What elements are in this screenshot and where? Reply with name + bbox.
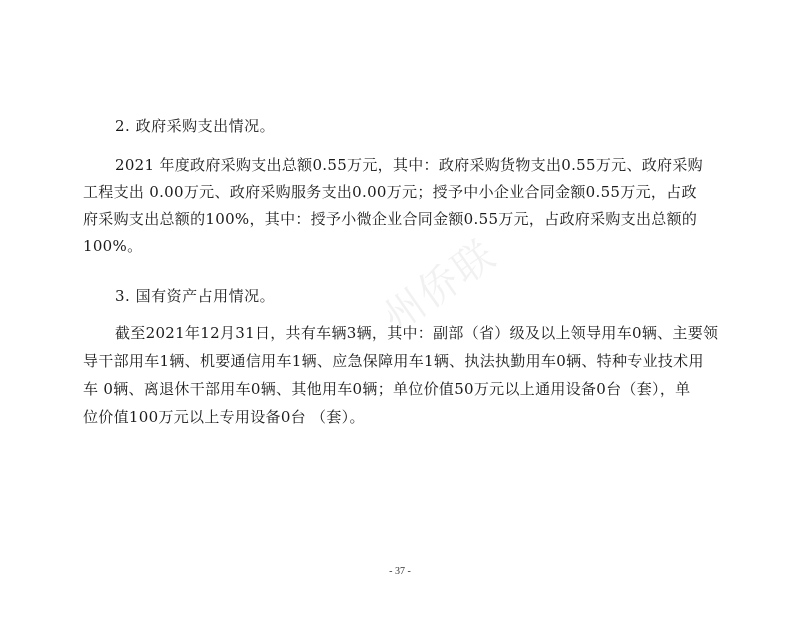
paragraph-line: 2021 年度政府采购支出总额0.55万元，其中：政府采购货物支出0.55万元、政府采购 xyxy=(115,156,703,174)
section-2-heading: 2. 政府采购支出情况。 xyxy=(115,117,276,135)
paragraph-line: 导干部用车1辆、机要通信用车1辆、应急保障用车1辆、执法执勤用车0辆、特种专业技术用 xyxy=(83,352,704,370)
paragraph-line: 工程支出 0.00万元、政府采购服务支出0.00万元；授予中小企业合同金额0.55万元，占政 xyxy=(83,183,697,201)
section-3-heading: 3. 国有资产占用情况。 xyxy=(115,287,276,305)
paragraph-line: 车 0辆、离退休干部用车0辆、其他用车0辆；单位价值50万元以上通用设备0台（套），单 xyxy=(83,380,691,398)
paragraph-line: 位价值100万元以上专用设备0台 （套）。 xyxy=(83,408,365,426)
paragraph-line: 100%。 xyxy=(83,237,143,255)
page-number: - 37 - xyxy=(389,566,411,577)
paragraph-line: 府采购支出总额的100%，其中：授予小微企业合同金额0.55万元，占政府采购支出总额的 xyxy=(83,210,698,228)
watermark: 州侨联 xyxy=(375,231,505,342)
paragraph-line: 截至2021年12月31日，共有车辆3辆，其中：副部（省）级及以上领导用车0辆、主要领 xyxy=(115,324,719,342)
